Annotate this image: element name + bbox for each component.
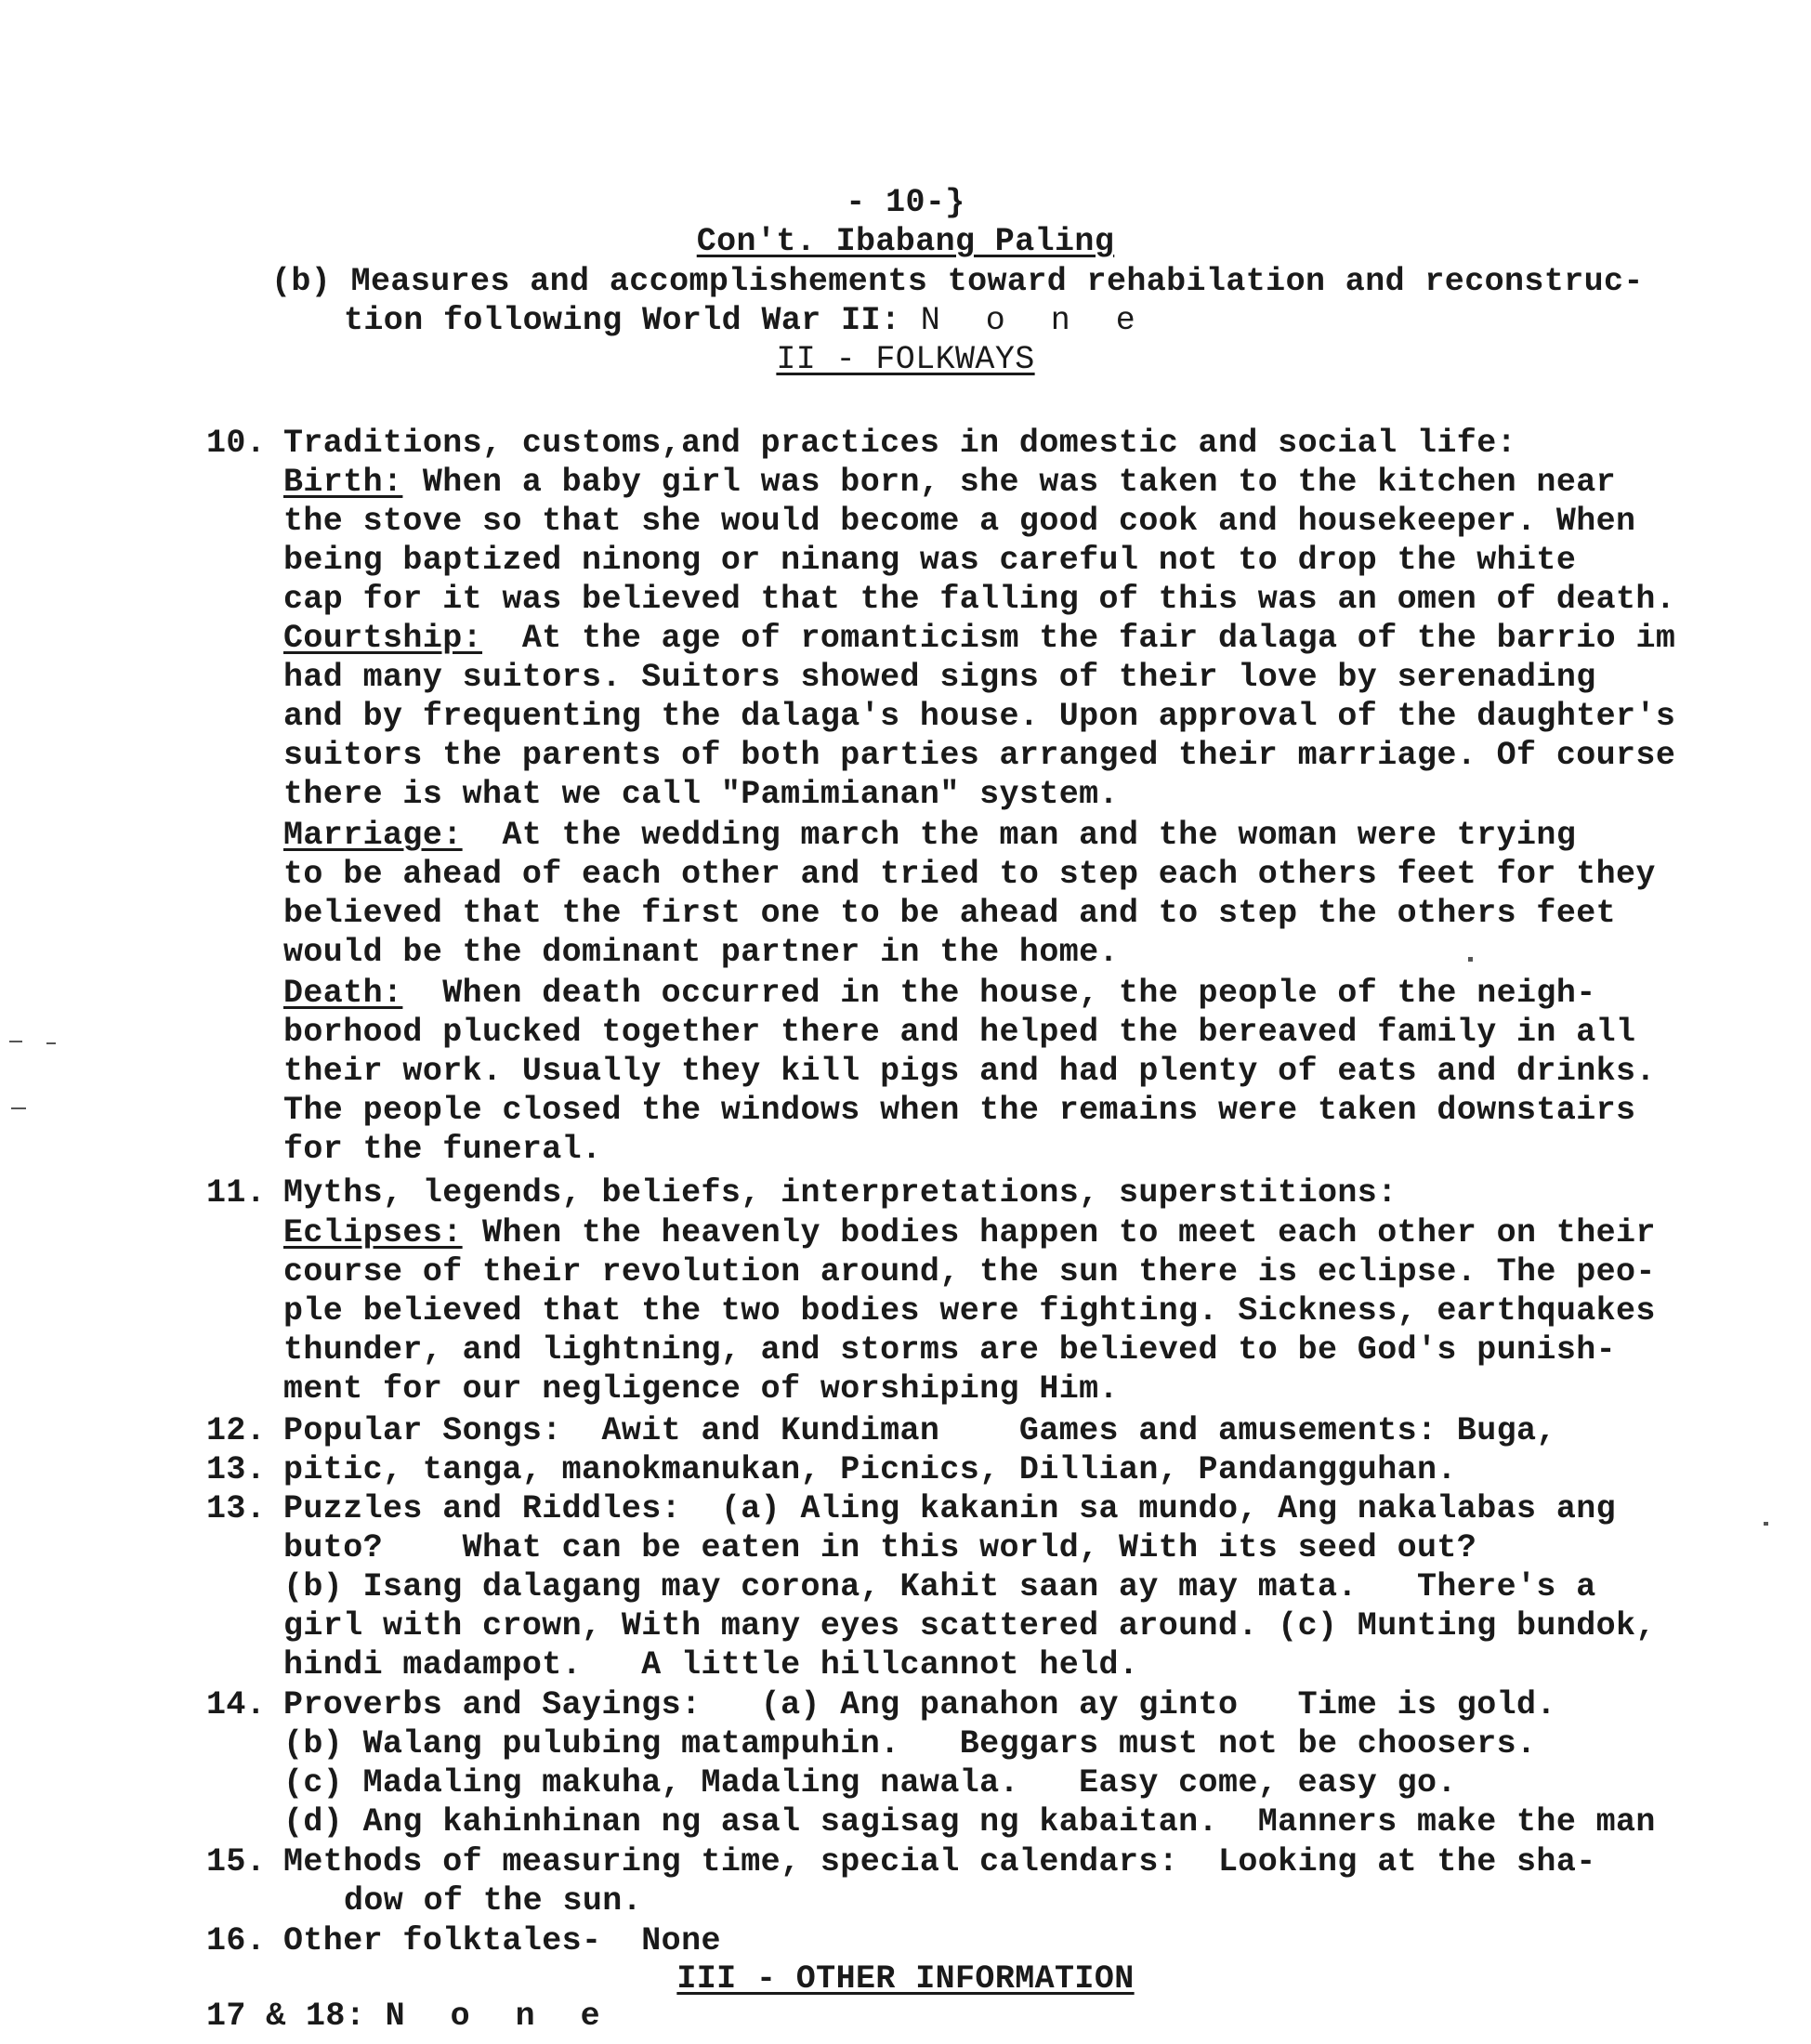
death-text-1: When death occurred in the house, the people of the neigh- <box>402 975 1596 1012</box>
item-12-number: 12. <box>206 1412 267 1449</box>
folktales-line-1: Other folktales- None <box>283 1922 721 1959</box>
courtship-line-1 <box>283 620 1675 657</box>
birth-line-4: cap for it was believed that the falling of this was an omen of death. <box>283 581 1676 618</box>
section-b-line-2-text: tion following World War II: <box>344 302 901 339</box>
item-14-number: 14. <box>206 1686 267 1723</box>
scan-speck <box>1468 957 1473 962</box>
eclipses-text-1: When the heavenly bodies happen to meet each other on their <box>462 1214 1656 1251</box>
scan-speck <box>46 1042 56 1044</box>
birth-line-1 <box>283 464 1616 501</box>
item-15-number: 15. <box>206 1843 267 1880</box>
item-12-line-1: Popular Songs: Awit and Kundiman Games and amusements: Buga, <box>283 1412 1556 1449</box>
riddles-line-2: buto? What can be eaten in this world, With its seed out? <box>283 1529 1477 1566</box>
courtship-text-1: At the age of romanticism the fair dalaga of the barrio im <box>482 620 1676 657</box>
item-10-number: 10. <box>206 425 267 462</box>
eclipses-line-2: course of their revolution around, the sun there is eclipse. The peo- <box>283 1253 1656 1291</box>
marriage-text-1: At the wedding march the man and the woman were trying <box>462 817 1577 854</box>
death-line-2: borhood plucked together there and helped the bereaved family in all <box>283 1014 1636 1051</box>
folkways-heading: II - FOLKWAYS <box>776 341 1035 378</box>
riddles-line-4: girl with crown, With many eyes scattered around. (c) Munting bundok, <box>283 1607 1656 1644</box>
page-number: - 10-} <box>846 184 965 221</box>
birth-label: Birth: <box>283 464 403 501</box>
item-13a-number: 13. <box>206 1451 267 1488</box>
marriage-line-1 <box>283 817 1576 854</box>
riddles-line-5: hindi madampot. A little hillcannot held. <box>283 1646 1139 1684</box>
section-b-value: N o n e <box>920 302 1148 339</box>
marriage-line-3: believed that the first one to be ahead and to step the others feet <box>283 895 1617 932</box>
measuring-line-2: dow of the sun. <box>344 1882 643 1920</box>
item-11-number: 11. <box>206 1174 267 1212</box>
item-17-18-label: 17 & 18: <box>206 1998 366 2035</box>
proverbs-line-1: Proverbs and Sayings: (a) Ang panahon ay ginto Time is gold. <box>283 1686 1556 1723</box>
birth-text-1: When a baby girl was born, she was taken to the kitchen near <box>402 464 1617 501</box>
other-information-heading: III - OTHER INFORMATION <box>676 1960 1135 1998</box>
item-10-title: Traditions, customs,and practices in domestic and social life: <box>283 425 1517 462</box>
page-title: Con't. Ibabang Paling <box>696 223 1115 260</box>
death-line-4: The people closed the windows when the remains were taken downstairs <box>283 1092 1636 1129</box>
marriage-label: Marriage: <box>283 817 463 854</box>
proverbs-line-3: (c) Madaling makuha, Madaling nawala. Easy come, easy go. <box>283 1764 1457 1802</box>
scan-speck <box>9 1041 22 1042</box>
eclipses-line-1 <box>283 1214 1656 1251</box>
birth-line-3: being baptized ninong or ninang was careful not to drop the white <box>283 542 1577 579</box>
proverbs-line-2: (b) Walang pulubing matampuhin. Beggars must not be choosers. <box>283 1725 1537 1762</box>
section-b-line-2 <box>344 302 1148 339</box>
item-17-18-value: N o n e <box>385 1998 613 2035</box>
marriage-line-4: would be the dominant partner in the home. <box>283 934 1119 971</box>
eclipses-line-3: ple believed that the two bodies were fighting. Sickness, earthquakes <box>283 1292 1656 1330</box>
measuring-line-1: Methods of measuring time, special calendars: Looking at the sha- <box>283 1843 1596 1880</box>
death-line-3: their work. Usually they kill pigs and had plenty of eats and drinks. <box>283 1053 1656 1090</box>
courtship-label: Courtship: <box>283 620 483 657</box>
courtship-line-4: suitors the parents of both parties arranged their marriage. Of course <box>283 737 1676 774</box>
scan-speck <box>11 1107 26 1109</box>
item-17-18 <box>206 1998 613 2035</box>
eclipses-line-5: ment for our negligence of worshiping Him. <box>283 1370 1119 1408</box>
courtship-line-3: and by frequenting the dalaga's house. Upon approval of the daughter's <box>283 698 1676 735</box>
courtship-line-5: there is what we call "Pamimianan" system. <box>283 776 1119 813</box>
item-13-number: 13. <box>206 1490 267 1527</box>
item-11-title: Myths, legends, beliefs, interpretations, superstitions: <box>283 1174 1398 1212</box>
proverbs-line-4: (d) Ang kahinhinan ng asal sagisag ng kabaitan. Manners make the man <box>283 1803 1656 1841</box>
courtship-line-2: had many suitors. Suitors showed signs of their love by serenading <box>283 659 1596 696</box>
death-label: Death: <box>283 975 403 1012</box>
eclipses-line-4: thunder, and lightning, and storms are believed to be God's punish- <box>283 1331 1617 1369</box>
item-13a-line-1: pitic, tanga, manokmanukan, Picnics, Dillian, Pandangguhan. <box>283 1451 1457 1488</box>
eclipses-label: Eclipses: <box>283 1214 463 1251</box>
death-line-1 <box>283 975 1596 1012</box>
marriage-line-2: to be ahead of each other and tried to step each others feet for they <box>283 856 1656 893</box>
scan-speck <box>1764 1522 1768 1526</box>
death-line-5: for the funeral. <box>283 1131 602 1168</box>
riddles-line-3: (b) Isang dalagang may corona, Kahit saan ay may mata. There's a <box>283 1568 1596 1605</box>
birth-line-2: the stove so that she would become a good cook and housekeeper. When <box>283 503 1636 540</box>
item-16-number: 16. <box>206 1922 267 1959</box>
section-b-line-1: (b) Measures and accomplishements toward rehabilation and reconstruc- <box>271 263 1644 300</box>
riddles-line-1: Puzzles and Riddles: (a) Aling kakanin sa mundo, Ang nakalabas ang <box>283 1490 1617 1527</box>
